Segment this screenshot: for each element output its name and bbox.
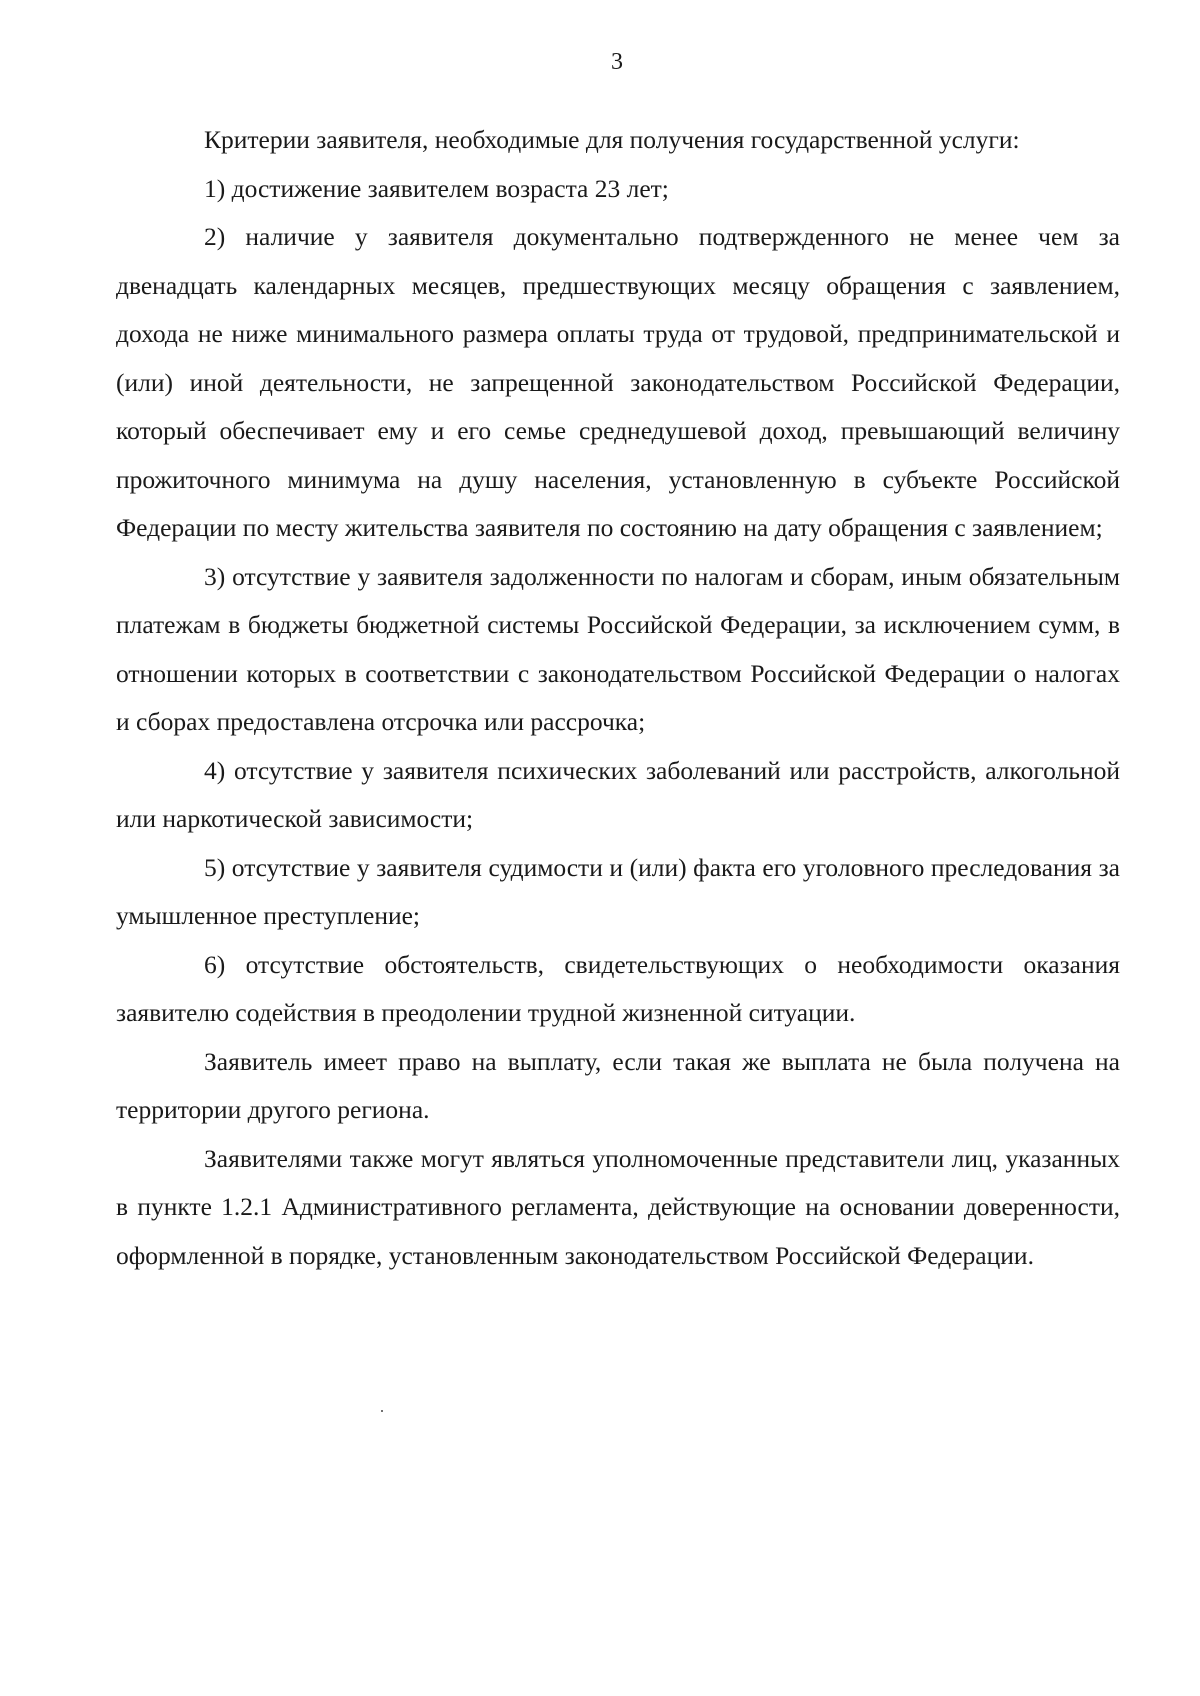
paragraph-criterion-3: 3) отсутствие у заявителя задолженности по налогам и сборам, иным обязательным платежам в бюджеты бюджетной системы Российской Федерации, за исключением сумм, в отношении которых в соответствии с законодательством Российской Федерации о налогах и сборах предоставлена отсрочка или рассрочка; (116, 561, 1120, 736)
page-number: 3 (611, 49, 623, 75)
document-body (116, 116, 1120, 1280)
paragraph-criteria-intro: Критерии заявителя, необходимые для получения государственной услуги: (204, 125, 1020, 154)
scan-speck (381, 1410, 383, 1412)
paragraph-payment-right: Заявитель имеет право на выплату, если такая же выплата не была получена на территории другого региона. (116, 1046, 1120, 1124)
paragraph-representatives: Заявителями также могут являться уполномоченные представители лиц, указанных в пункте 1.2.1 Административного регламента, действующие на основании доверенности, оформленной в порядке, установленным законодательством Российской Федерации. (116, 1143, 1120, 1270)
paragraph-criterion-1: 1) достижение заявителем возраста 23 лет; (204, 173, 669, 203)
paragraph-criterion-6: 6) отсутствие обстоятельств, свидетельствующих о необходимости оказания заявителю содействия в преодолении трудной жизненной ситуации. (116, 949, 1120, 1027)
paragraph-criterion-2: 2) наличие у заявителя документально подтвержденного не менее чем за двенадцать календарных месяцев, предшествующих месяцу обращения с заявлением, дохода не ниже минимального размера оплаты труда от трудовой, предпринимательской и (или) иной деятельности, не запрещенной законодательством Российской Федерации, который обеспечивает ему и его семье среднедушевой доход, превышающий величину прожиточного минимума на душу населения, установленную в субъекте Российской Федерации по месту жительства заявителя по состоянию на дату обращения с заявлением; (116, 222, 1120, 542)
paragraph-criterion-4: 4) отсутствие у заявителя психических заболеваний или расстройств, алкогольной или наркотической зависимости; (116, 755, 1120, 833)
paragraph-criterion-5: 5) отсутствие у заявителя судимости и (или) факта его уголовного преследования за умышленное преступление; (116, 852, 1120, 930)
